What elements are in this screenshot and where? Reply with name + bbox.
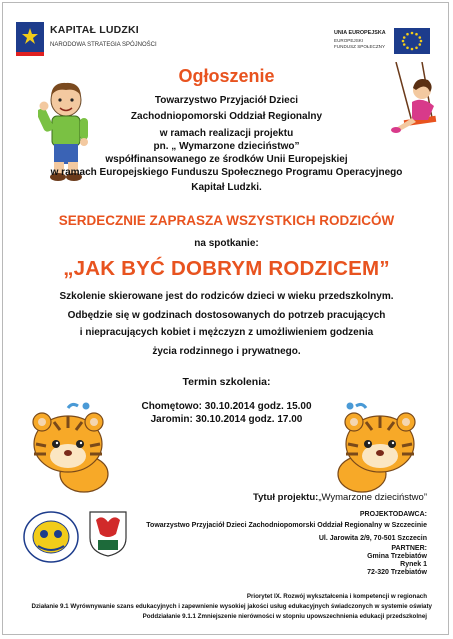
project-title-value: „Wymarzone dzieciństwo”	[318, 492, 427, 503]
body-line-2: Odbędzie się w godzinach dostosowanych do potrzeb pracujących	[67, 310, 386, 321]
footer-action: Działanie 9.1 Wyrównywanie szans edukacyjnych i zapewnienie wysokiej jakości usług edukacyjnych świadczonych w systemie oświaty	[31, 603, 432, 610]
term-date-1: Chomętowo: 30.10.2014 godz. 15.00	[141, 401, 312, 412]
project-title-label: Tytuł projektu:	[253, 492, 319, 503]
term-label: Termin szkolenia:	[182, 376, 271, 388]
intro-line-2: Zachodniopomorski Oddział Regionalny	[130, 111, 323, 122]
sponsor-name: Towarzystwo Przyjaciół Dzieci Zachodniopomorski Oddział Regionalny w Szczecinie	[146, 522, 427, 529]
meeting-headline: „JAK BYĆ DOBRYM RODZICEM”	[63, 257, 390, 280]
body-line-1: Szkolenie skierowane jest do rodziców dzieci w wieku przedszkolnym.	[59, 291, 394, 302]
eu-flag-icon	[394, 28, 430, 54]
tiger-left-illustration	[24, 400, 122, 498]
eu-logo-line2	[334, 38, 394, 50]
eu-logo-line2-text: EUROPEJSKI	[334, 38, 364, 43]
sponsor-label: PROJEKTODAWCA:	[359, 511, 427, 518]
term-date-2: Jaromin: 30.10.2014 godz. 17.00	[150, 414, 303, 425]
invitation-heading: SERDECZNIE ZAPRASZA WSZYSTKICH RODZICÓW	[58, 213, 395, 228]
eu-logo-line3-text: FUNDUSZ SPOŁECZNY	[334, 44, 386, 49]
kapital-ludzki-subtitle: NARODOWA STRATEGIA SPÓJNOŚCI	[50, 42, 157, 48]
footer-priority: Priorytet IX. Rozwój wykształcenia i kompetencji w regionach	[246, 593, 427, 600]
intro-line-1: Towarzystwo Przyjaciół Dzieci	[154, 95, 299, 106]
intro-line-7: Kapitał Ludzki.	[191, 182, 262, 193]
tpd-seal-logo	[22, 510, 80, 564]
intro-line-3: w ramach realizacji projektu	[159, 128, 294, 139]
partner-line-3: 72-320 Trzebiatów	[367, 569, 427, 576]
intro-line-4: pn. „ Wymarzone dzieciństwo”	[153, 141, 300, 152]
footer-subaction: Poddziałanie 9.1.1 Zmniejszenie nierówności w stopniu upowszechnienia edukacji przedszkolnej	[142, 613, 427, 620]
kapital-ludzki-title: KAPITAŁ LUDZKI	[50, 24, 139, 36]
tiger-right-illustration	[326, 400, 424, 498]
intro-line-6: w ramach Europejskiego Funduszu Społecznego Programu Operacyjnego	[50, 167, 403, 178]
body-line-3: i niepracujących kobiet i mężczyzn z umożliwieniem godzenia	[79, 327, 374, 338]
page-title: Ogłoszenie	[178, 66, 275, 86]
eu-logo-line1: UNIA EUROPEJSKA	[334, 30, 386, 36]
kapital-ludzki-emblem-icon	[16, 18, 50, 58]
project-title	[253, 492, 427, 503]
sponsor-address: Ul. Jarowita 2/9, 70-501 Szczecin	[318, 535, 427, 542]
intro-line-5: współfinansowanego ze środków Unii Europejskiej	[105, 154, 348, 165]
meeting-label: na spotkanie:	[194, 238, 259, 249]
partner-line-1: Gmina Trzebiatów	[367, 553, 427, 560]
trzebiatow-coat-of-arms-icon	[88, 510, 128, 558]
body-line-4: życia rodzinnego i prywatnego.	[152, 346, 301, 357]
partner-label: PARTNER:	[391, 545, 427, 552]
partner-line-2: Rynek 1	[400, 561, 427, 568]
